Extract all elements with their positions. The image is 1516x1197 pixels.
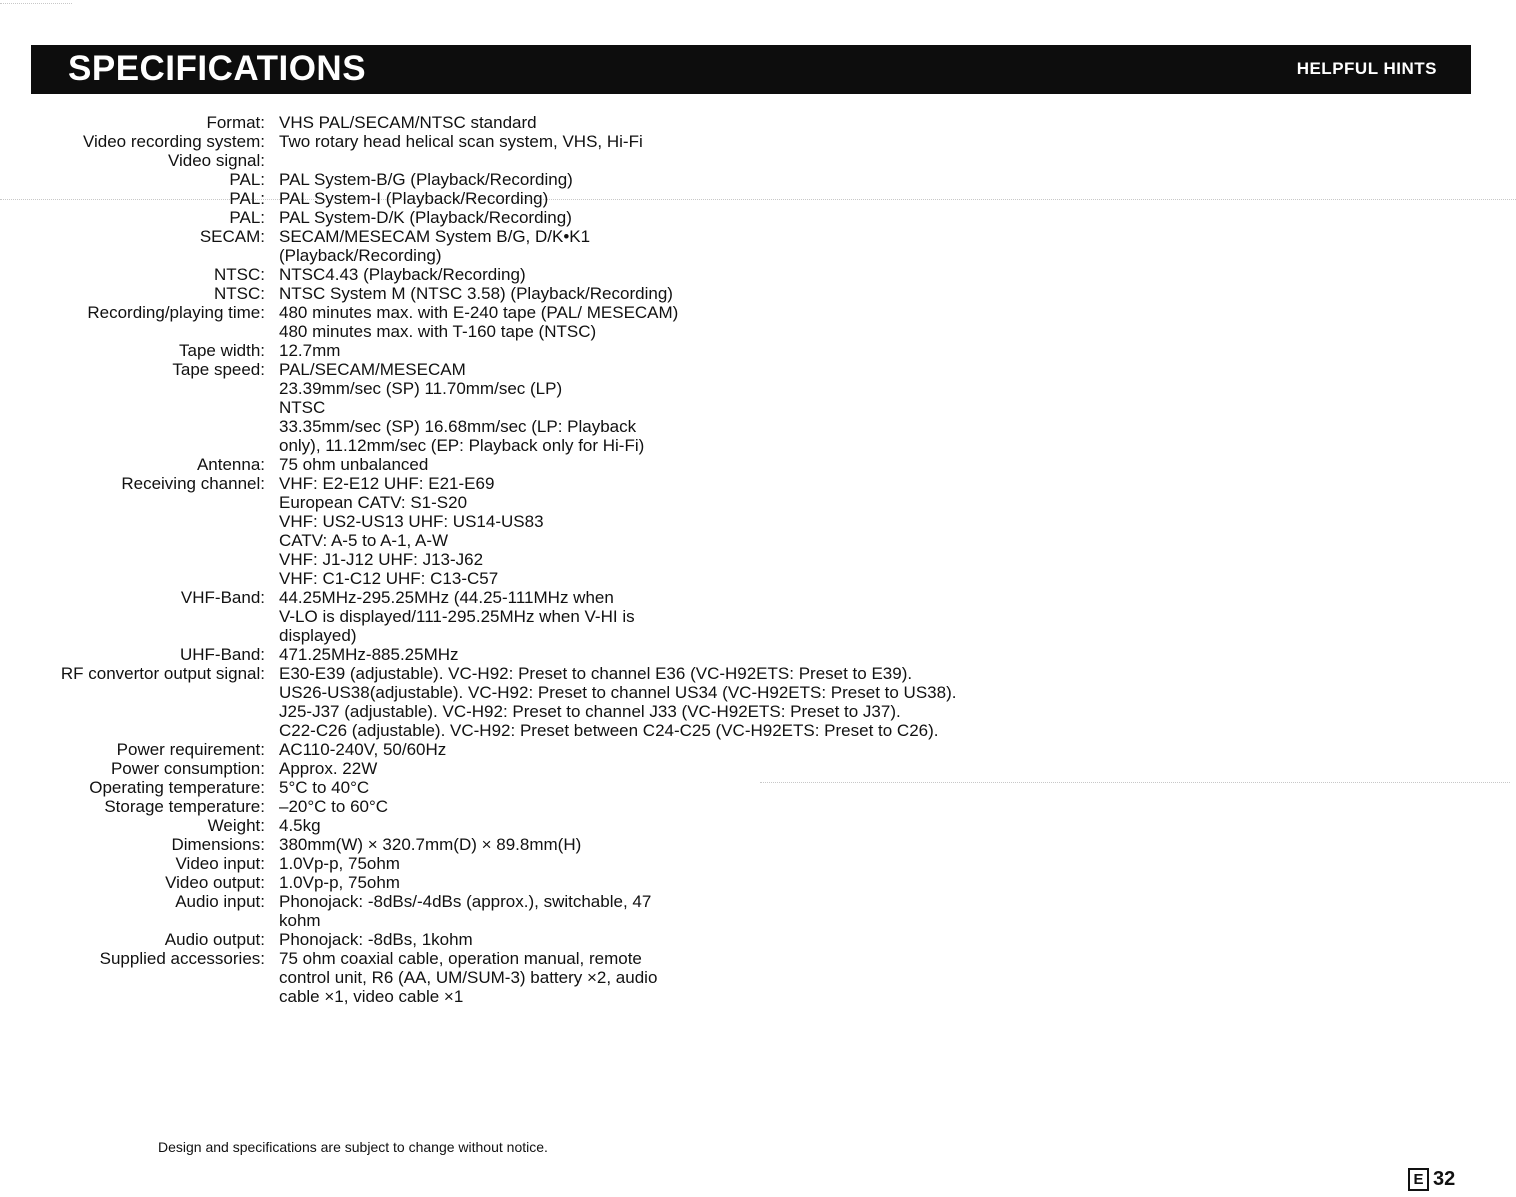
spec-value-line: Phonojack: -8dBs/-4dBs (approx.), switchable, 47 <box>279 892 652 911</box>
spec-value-line: Approx. 22W <box>279 759 378 778</box>
spec-values <box>279 113 537 132</box>
spec-label: SECAM: <box>199 227 265 246</box>
spec-row <box>0 113 1100 132</box>
spec-value-line: PAL System-I (Playback/Recording) <box>279 189 549 208</box>
spec-value-line: PAL/SECAM/MESECAM <box>279 360 466 379</box>
spec-values <box>279 778 369 797</box>
spec-row <box>0 341 1100 360</box>
spec-label: Operating temperature: <box>89 778 265 797</box>
spec-value-line: 1.0Vp-p, 75ohm <box>279 873 400 892</box>
spec-row <box>0 227 1100 265</box>
spec-value-line: 380mm(W) × 320.7mm(D) × 89.8mm(H) <box>279 835 582 854</box>
spec-row <box>0 664 1100 740</box>
spec-value-line: VHF: US2-US13 UHF: US14-US83 <box>279 512 544 531</box>
spec-row <box>0 360 1100 455</box>
spec-values <box>279 835 581 854</box>
spec-value-line: 23.39mm/sec (SP) 11.70mm/sec (LP) <box>279 379 563 398</box>
spec-row <box>0 949 1100 1006</box>
language-badge: E <box>1408 1168 1429 1191</box>
spec-value-line: VHF: J1-J12 UHF: J13-J62 <box>279 550 484 569</box>
spec-label: NTSC: <box>214 284 265 303</box>
spec-row <box>0 455 1100 474</box>
spec-label: Video input: <box>175 854 265 873</box>
spec-values <box>279 227 590 265</box>
spec-label: Supplied accessories: <box>99 949 265 968</box>
spec-values <box>279 341 340 360</box>
spec-value-line: NTSC System M (NTSC 3.58) (Playback/Recording) <box>279 284 673 303</box>
spec-label: Power consumption: <box>110 759 265 778</box>
spec-value-line: Two rotary head helical scan system, VHS, Hi-Fi <box>279 132 643 151</box>
spec-value-line: US26-US38(adjustable). VC-H92: Preset to channel US34 (VC-H92ETS: Preset to US38). <box>279 683 957 702</box>
spec-value-line: 480 minutes max. with E-240 tape (PAL/ MESECAM) <box>279 303 679 322</box>
spec-values <box>279 873 400 892</box>
spec-values <box>279 854 400 873</box>
spec-label: PAL: <box>229 170 265 189</box>
spec-label: RF convertor output signal: <box>60 664 265 683</box>
spec-row <box>0 759 1100 778</box>
spec-value-line: cable ×1, video cable ×1 <box>279 987 464 1006</box>
spec-label: Audio output: <box>164 930 265 949</box>
spec-label: Video output: <box>165 873 265 892</box>
spec-row <box>0 854 1100 873</box>
spec-label: Recording/playing time: <box>87 303 265 322</box>
spec-values <box>279 208 572 227</box>
section-label: HELPFUL HINTS <box>1296 59 1437 78</box>
spec-values <box>279 132 643 151</box>
spec-value-line: 4.5kg <box>279 816 321 835</box>
spec-value-line: 44.25MHz-295.25MHz (44.25-111MHz when <box>279 588 614 607</box>
page-number <box>1408 1167 1455 1191</box>
spec-value-line: CATV: A-5 to A-1, A-W <box>279 531 449 550</box>
spec-values <box>279 740 446 759</box>
spec-row <box>0 873 1100 892</box>
spec-row <box>0 740 1100 759</box>
spec-value-line: Phonojack: -8dBs, 1kohm <box>279 930 473 949</box>
spec-value-line: VHF: E2-E12 UHF: E21-E69 <box>279 474 495 493</box>
spec-value-line: J25-J37 (adjustable). VC-H92: Preset to channel J33 (VC-H92ETS: Preset to J37). <box>279 702 901 721</box>
footnote: Design and specifications are subject to change without notice. <box>158 1139 548 1155</box>
spec-value-line: 1.0Vp-p, 75ohm <box>279 854 400 873</box>
spec-row <box>0 645 1100 664</box>
spec-values <box>279 949 657 1006</box>
spec-row <box>0 208 1100 227</box>
spec-values <box>279 759 377 778</box>
spec-row <box>0 892 1100 930</box>
spec-value-line: (Playback/Recording) <box>279 246 442 265</box>
spec-value-line: NTSC4.43 (Playback/Recording) <box>279 265 526 284</box>
spec-value-line: VHS PAL/SECAM/NTSC standard <box>279 113 537 132</box>
spec-values <box>279 664 956 740</box>
spec-label: PAL: <box>229 208 265 227</box>
spec-label: Video recording system: <box>82 132 265 151</box>
spec-label: Dimensions: <box>171 835 265 854</box>
spec-table <box>0 113 1100 1006</box>
spec-value-line: control unit, R6 (AA, UM/SUM-3) battery ×2, audio <box>279 968 658 987</box>
page-number-value: 32 <box>1433 1168 1456 1190</box>
spec-values <box>279 797 388 816</box>
spec-values <box>279 284 673 303</box>
spec-value-line: NTSC <box>279 398 326 417</box>
spec-value-line: 471.25MHz-885.25MHz <box>279 645 459 664</box>
spec-label: Tape speed: <box>172 360 265 379</box>
spec-values <box>279 360 644 455</box>
spec-value-line: kohm <box>279 911 321 930</box>
spec-row <box>0 474 1100 588</box>
spec-row <box>0 835 1100 854</box>
spec-row <box>0 778 1100 797</box>
spec-values <box>279 474 544 588</box>
spec-value-line: V-LO is displayed/111-295.25MHz when V-HI is <box>279 607 635 626</box>
spec-label: Weight: <box>207 816 265 835</box>
spec-row <box>0 284 1100 303</box>
spec-value-line: European CATV: S1-S20 <box>279 493 468 512</box>
spec-value-line: displayed) <box>279 626 357 645</box>
spec-label: UHF-Band: <box>179 645 265 664</box>
spec-label: NTSC: <box>214 265 265 284</box>
spec-label: Format: <box>206 113 265 132</box>
spec-label: Tape width: <box>179 341 265 360</box>
spec-row <box>0 588 1100 645</box>
spec-value-line: 12.7mm <box>279 341 341 360</box>
spec-label: Receiving channel: <box>121 474 265 493</box>
spec-value-line: 480 minutes max. with T-160 tape (NTSC) <box>279 322 597 341</box>
spec-value-line: PAL System-D/K (Playback/Recording) <box>279 208 572 227</box>
spec-row <box>0 930 1100 949</box>
spec-values <box>279 189 548 208</box>
spec-value-line: VHF: C1-C12 UHF: C13-C57 <box>279 569 499 588</box>
page-title: SPECIFICATIONS <box>68 49 367 88</box>
spec-row <box>0 151 1100 170</box>
spec-row <box>0 189 1100 208</box>
spec-value-line: 33.35mm/sec (SP) 16.68mm/sec (LP: Playback <box>279 417 637 436</box>
spec-value-line: 5°C to 40°C <box>279 778 370 797</box>
spec-values <box>279 930 473 949</box>
spec-values <box>279 588 635 645</box>
spec-row <box>0 303 1100 341</box>
spec-values <box>279 170 573 189</box>
spec-values <box>279 816 321 835</box>
spec-label: PAL: <box>229 189 265 208</box>
spec-label: Audio input: <box>175 892 265 911</box>
spec-values <box>279 455 428 474</box>
spec-row <box>0 170 1100 189</box>
spec-label: Storage temperature: <box>104 797 265 816</box>
spec-value-line: 75 ohm coaxial cable, operation manual, remote <box>279 949 642 968</box>
spec-value-line: 75 ohm unbalanced <box>279 455 429 474</box>
spec-values <box>279 645 459 664</box>
spec-value-line: C22-C26 (adjustable). VC-H92: Preset between C24-C25 (VC-H92ETS: Preset to C26). <box>279 721 939 740</box>
spec-label: Power requirement: <box>116 740 265 759</box>
spec-label: Video signal: <box>167 151 265 170</box>
spec-row <box>0 816 1100 835</box>
spec-label: VHF-Band: <box>180 588 265 607</box>
spec-value-line: AC110-240V, 50/60Hz <box>279 740 447 759</box>
spec-row <box>0 132 1100 151</box>
spec-label: Antenna: <box>196 455 265 474</box>
spec-values <box>279 265 526 284</box>
spec-value-line: PAL System-B/G (Playback/Recording) <box>279 170 573 189</box>
spec-value-line: –20°C to 60°C <box>279 797 389 816</box>
spec-row <box>0 797 1100 816</box>
spec-value-line: only), 11.12mm/sec (EP: Playback only for Hi-Fi) <box>279 436 645 455</box>
spec-values <box>279 303 678 341</box>
spec-value-line: E30-E39 (adjustable). VC-H92: Preset to channel E36 (VC-H92ETS: Preset to E39). <box>279 664 913 683</box>
spec-values <box>279 892 651 930</box>
header-bar <box>31 45 1471 94</box>
spec-value-line: SECAM/MESECAM System B/G, D/K•K1 <box>279 227 591 246</box>
scan-artifact-top <box>0 3 72 5</box>
spec-row <box>0 265 1100 284</box>
